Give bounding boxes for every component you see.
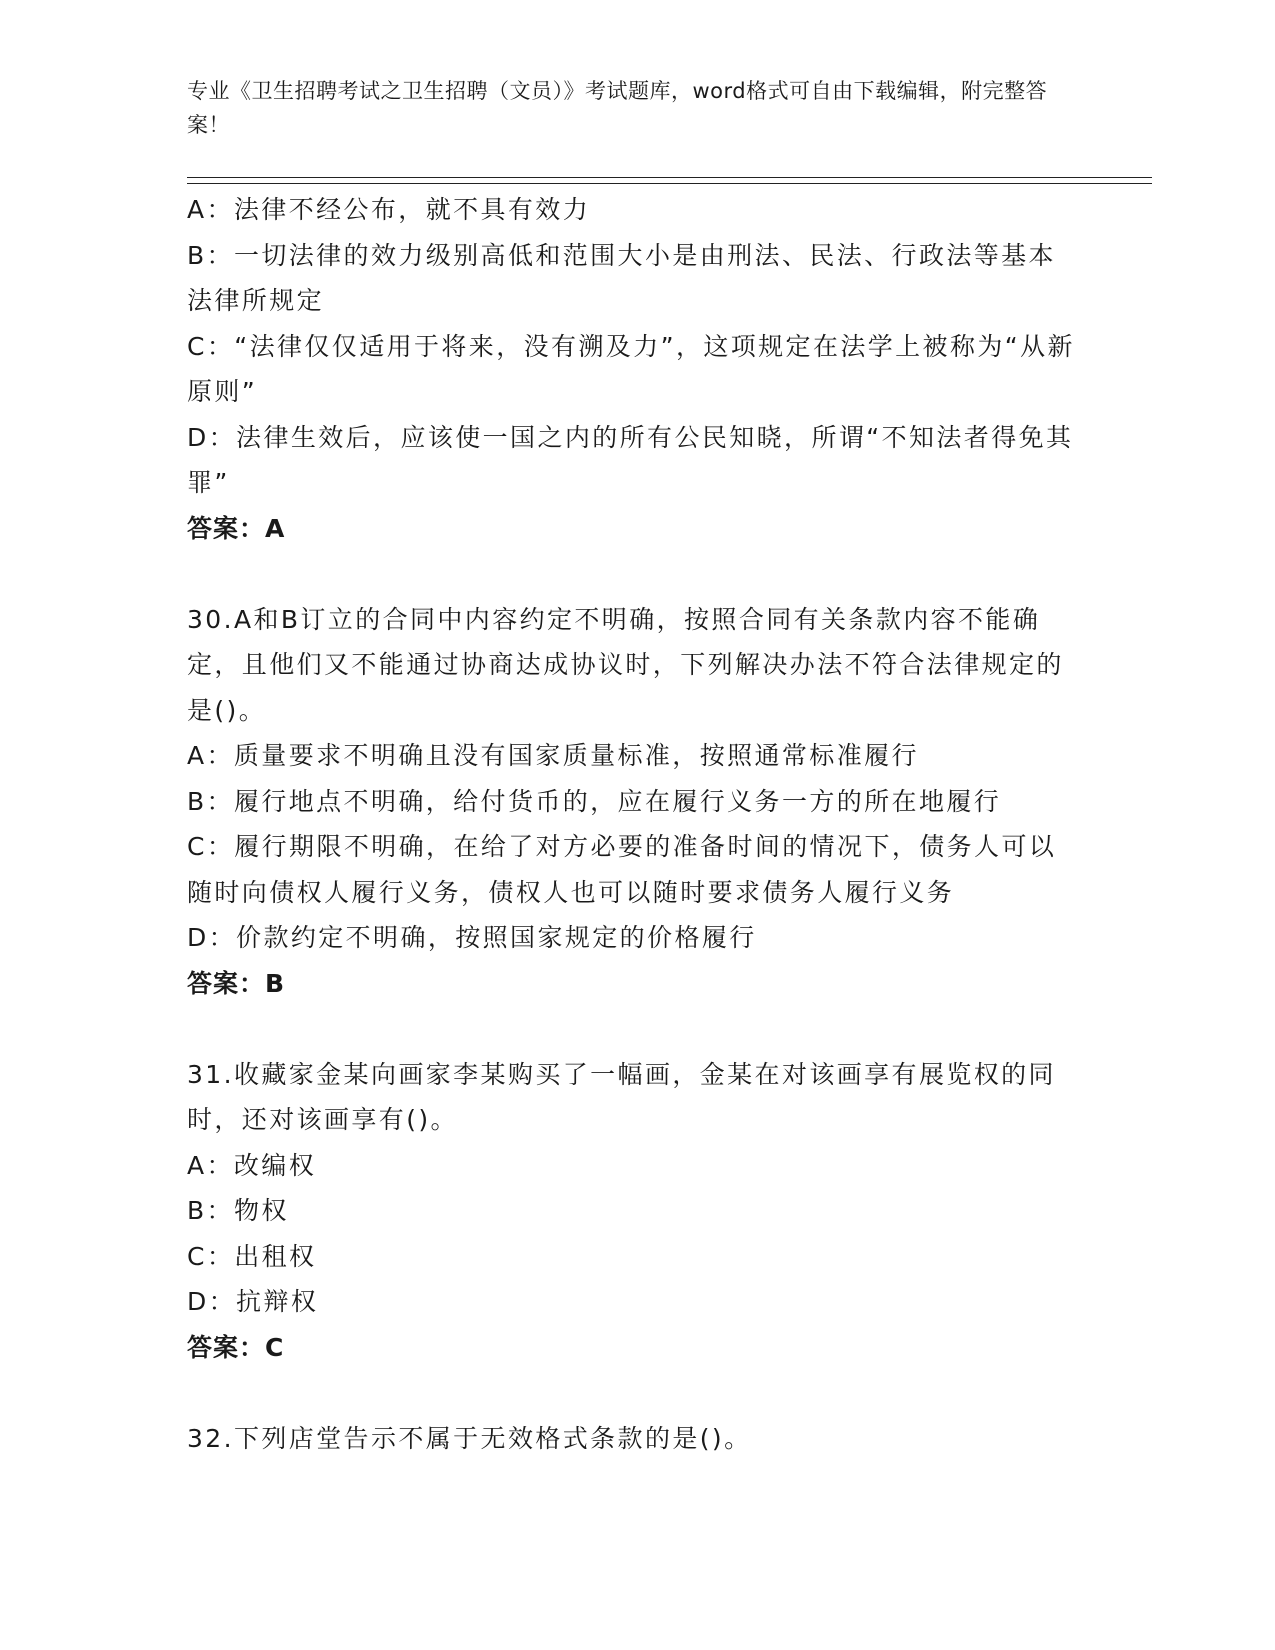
option-a: A：法律不经公布，就不具有效力: [187, 195, 591, 224]
option-c: C：“法律仅仅适用于将来，没有溯及力”，这项规定在法学上被称为“从新原则”: [187, 331, 1075, 406]
option-c: C：履行期限不明确，在给了对方必要的准备时间的情况下，债务人可以随时向债权人履行义务，债权人也可以随时要求债务人履行义务: [187, 832, 1057, 907]
header-rule-bottom: [187, 183, 1152, 184]
spacer: [187, 1006, 1077, 1052]
header-text: 专业《卫生招聘考试之卫生招聘（文员）》考试题库，word格式可自由下载编辑，附完整答案！: [187, 79, 1048, 137]
question-text: 30.A和B订立的合同中内容约定不明确，按照合同有关条款内容不能确定，且他们又不能通过协商达成协议时，下列解决办法不符合法律规定的是()。: [187, 604, 1064, 725]
document-header: [187, 74, 1067, 142]
option-b: B：一切法律的效力级别高低和范围大小是由刑法、民法、行政法等基本法律所规定: [187, 240, 1056, 315]
option-b: B：物权: [187, 1196, 289, 1225]
option-b: B：履行地点不明确，给付货币的，应在履行义务一方的所在地履行: [187, 786, 1002, 816]
spacer: [187, 551, 1077, 597]
question-32: [187, 1416, 1077, 1462]
question-31: [187, 1052, 1077, 1371]
header-rule-top: [187, 177, 1152, 178]
option-c: C：出租权: [187, 1241, 317, 1271]
answer: 答案：A: [187, 513, 286, 543]
question-text: 31.收藏家金某向画家李某购买了一幅画，金某在对该画享有展览权的同时，还对该画享有()。: [187, 1059, 1056, 1134]
option-d: D：价款约定不明确，按照国家规定的价格履行: [187, 923, 757, 952]
question-list: [187, 187, 1077, 1461]
option-d: D：法律生效后，应该使一国之内的所有公民知晓，所谓“不知法者得免其罪”: [187, 422, 1074, 497]
option-a: A：质量要求不明确且没有国家质量标准，按照通常标准履行: [187, 741, 919, 770]
question-text: 32.下列店堂告示不属于无效格式条款的是()。: [187, 1423, 752, 1453]
spacer: [187, 1370, 1077, 1416]
option-a: A：改编权: [187, 1150, 317, 1180]
question-30: [187, 597, 1077, 1007]
answer: 答案：B: [187, 968, 286, 998]
option-d: D：抗辩权: [187, 1287, 319, 1316]
question-29: [187, 187, 1077, 551]
answer: 答案：C: [187, 1332, 285, 1362]
